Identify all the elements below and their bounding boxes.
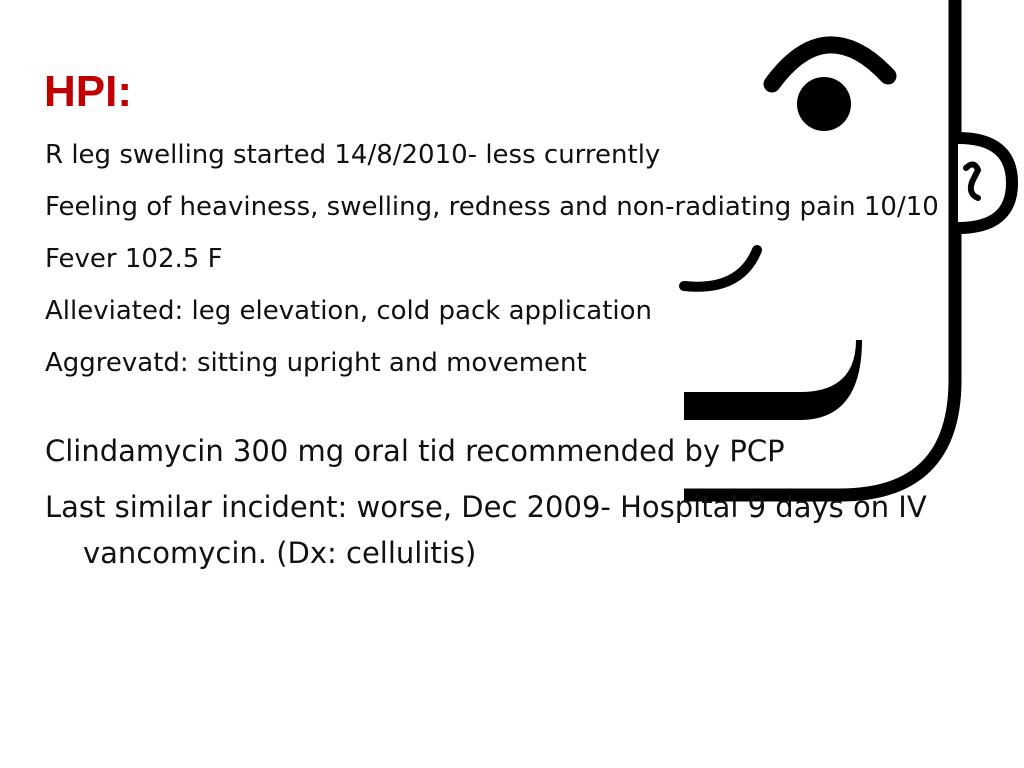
list-item: Clindamycin 300 mg oral tid recommended by PCP xyxy=(45,434,785,468)
content-body xyxy=(45,134,945,586)
list-item: R leg swelling started 14/8/2010- less currently xyxy=(45,140,661,170)
treatment-history xyxy=(45,428,945,576)
list-item: Feeling of heaviness, swelling, redness and non-radiating pain 10/10 xyxy=(45,192,939,222)
page-title: HPI: xyxy=(44,67,132,116)
list-item: Aggrevatd: sitting upright and movement xyxy=(45,348,587,378)
list-item: Alleviated: leg elevation, cold pack application xyxy=(45,296,653,326)
list-item: Fever 102.5 F xyxy=(45,244,223,274)
list-item: Last similar incident: worse, Dec 2009- Hospital 9 days on IV vancomycin. (Dx: cellulitis) xyxy=(45,490,927,570)
hpi-details xyxy=(45,134,945,384)
